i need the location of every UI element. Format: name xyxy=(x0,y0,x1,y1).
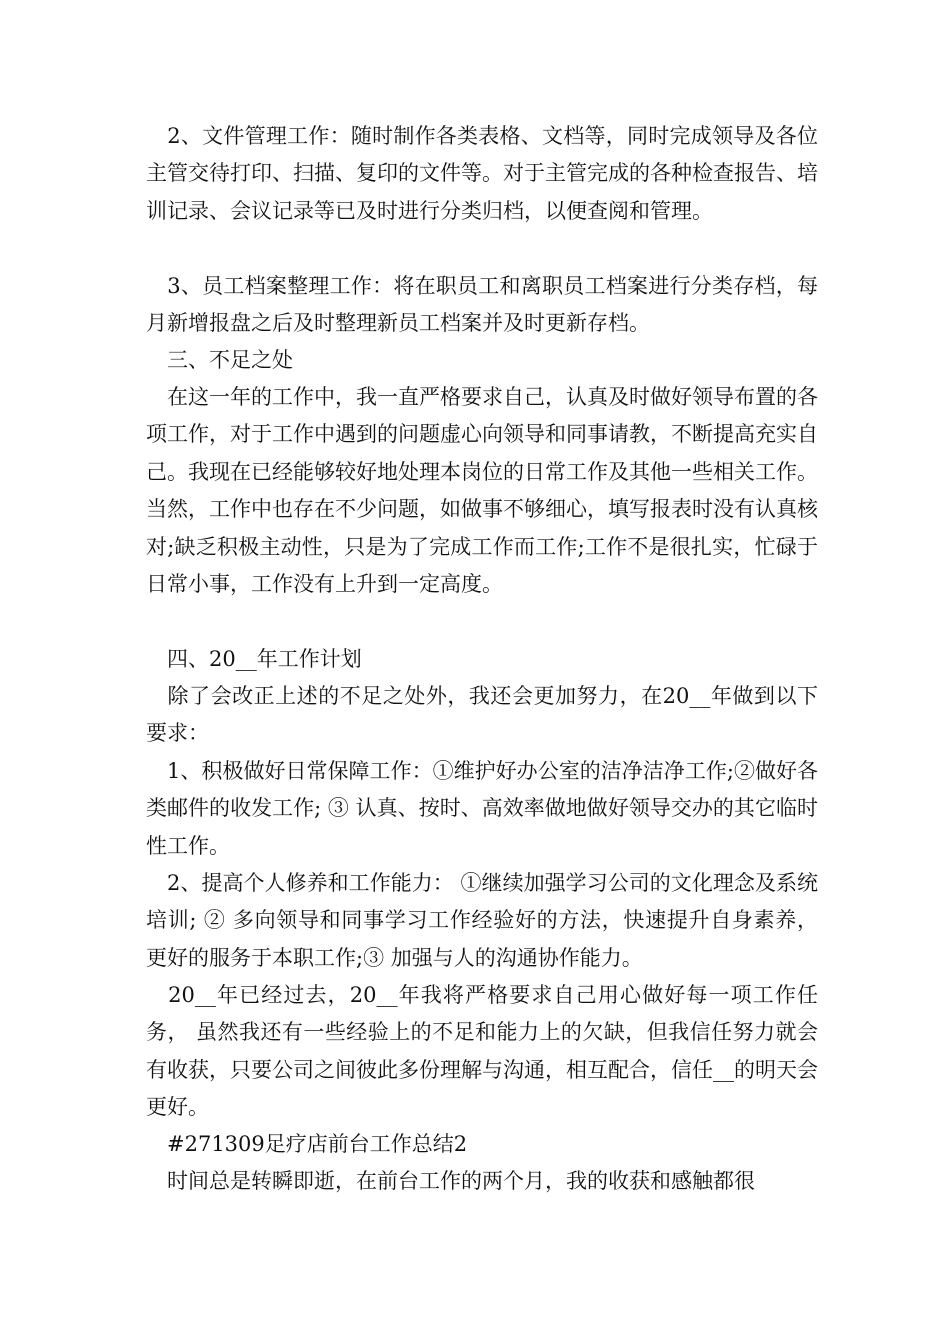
paragraph-plan-item-1: 1、积极做好日常保障工作：①维护好办公室的洁净洁净工作;②做好各类邮件的收发工作; ③ 认真、按时、高效率做地做好领导交办的其它临时性工作。 xyxy=(146,759,818,858)
heading-shortcomings: 三、不足之处 xyxy=(146,348,293,372)
heading-summary-2: #271309足疗店前台工作总结2 xyxy=(146,1132,468,1156)
heading-work-plan: 四、20__年工作计划 xyxy=(146,647,362,671)
paragraph-plan-item-2: 2、提高个人修养和工作能力： ①继续加强学习公司的文化理念及系统培训; ② 多向领导和同事学习工作经验好的方法，快速提升自身素养， 更好的服务于本职工作;③ 加强与人的沟通协作能力。 xyxy=(146,871,818,970)
paragraph-file-management: 2、文件管理工作：随时制作各类表格、文档等，同时完成领导及各位主管交待打印、扫描、复印的文件等。对于主管完成的各种检查报告、培训记录、会议记录等已及时进行分类归档，以便查阅和管理。 xyxy=(146,124,818,223)
paragraph-shortcomings: 在这一年的工作中，我一直严格要求自己，认真及时做好领导布置的各项工作，对于工作中遇到的问题虚心向领导和同事请教，不断提高充实自己。我现在已经能够较好地处理本岗位的日常工作及其他一些相关工作。当然，工作中也存在不少问题，如做事不够细心，填写报表时没有认真核对;缺乏积极主动性，只是为了完成工作而工作;工作不是很扎实，忙碌于日常小事，工作没有上升到一定高度。 xyxy=(146,385,818,597)
paragraph-employee-archives: 3、员工档案整理工作：将在职员工和离职员工档案进行分类存档，每月新增报盘之后及时整理新员工档案并及时更新存档。 xyxy=(146,274,818,336)
paragraph-plan-intro: 除了会改正上述的不足之处外，我还会更加努力，在20__年做到以下要求： xyxy=(146,684,818,746)
paragraph-summary-2-start: 时间总是转瞬即逝，在前台工作的两个月，我的收获和感触都很 xyxy=(146,1169,755,1193)
paragraph-conclusion: 20__年已经过去，20__年我将严格要求自己用心做好每一项工作任务， 虽然我还有一些经验上的不足和能力上的欠缺，但我信任努力就会有收获，只要公司之间彼此多份理解与沟通，相互配合，信任__的明天会更好。 xyxy=(146,983,818,1120)
